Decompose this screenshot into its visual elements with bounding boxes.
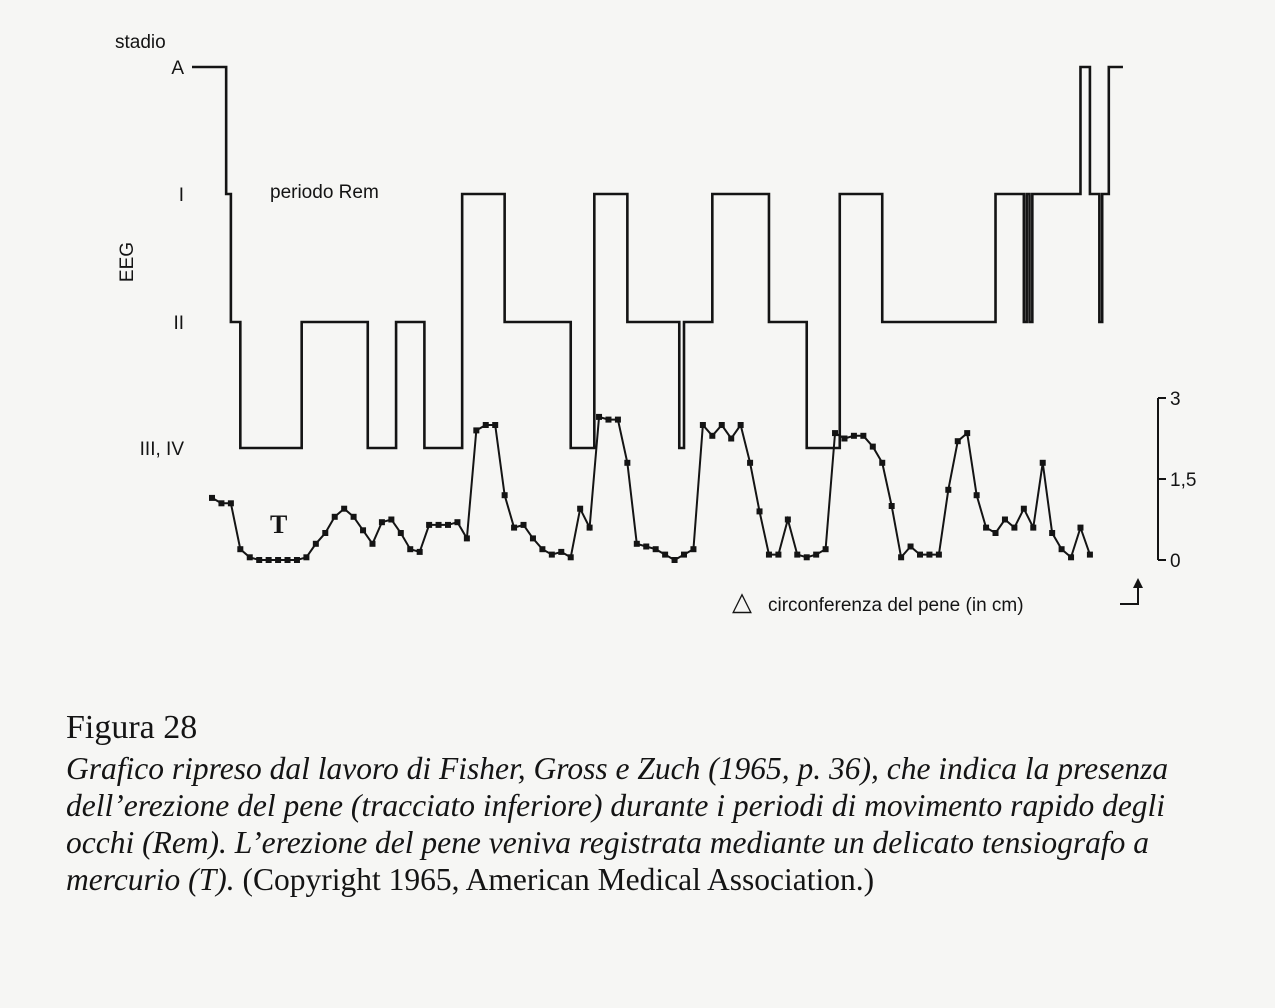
- t-point-77: [936, 552, 942, 558]
- t-point-78: [945, 487, 951, 493]
- t-point-86: [1021, 506, 1027, 512]
- figure-description: [66, 750, 1236, 898]
- t-point-4: [247, 554, 253, 560]
- t-point-2: [228, 500, 234, 506]
- t-point-17: [369, 541, 375, 547]
- t-point-53: [709, 433, 715, 439]
- eeg-step-line: [192, 67, 1123, 448]
- t-point-93: [1087, 552, 1093, 558]
- t-point-7: [275, 557, 281, 563]
- right-axis-tick-label-2: 0: [1170, 551, 1181, 572]
- t-point-73: [898, 554, 904, 560]
- t-point-91: [1068, 554, 1074, 560]
- caption-italic-part-2: ).: [216, 862, 235, 897]
- t-point-15: [351, 514, 357, 520]
- caption-small-caps: T: [198, 862, 217, 897]
- t-point-79: [955, 438, 961, 444]
- stage-label-0: A: [171, 58, 184, 79]
- t-point-88: [1040, 460, 1046, 466]
- t-point-44: [624, 460, 630, 466]
- t-point-72: [889, 503, 895, 509]
- t-point-55: [728, 436, 734, 442]
- t-point-68: [851, 433, 857, 439]
- t-point-67: [841, 436, 847, 442]
- t-point-24: [436, 522, 442, 528]
- rem-annotation: periodo Rem: [270, 182, 379, 203]
- t-point-57: [747, 460, 753, 466]
- t-point-10: [303, 554, 309, 560]
- t-point-64: [813, 552, 819, 558]
- stage-label-3: III, IV: [139, 439, 184, 460]
- t-point-46: [643, 544, 649, 550]
- t-point-59: [766, 552, 772, 558]
- eeg-axis-label: EEG: [117, 241, 138, 283]
- t-point-52: [700, 422, 706, 428]
- t-point-90: [1059, 546, 1065, 552]
- t-point-27: [464, 535, 470, 541]
- caption-copyright: (Copyright 1965, American Medical Association.): [234, 862, 875, 897]
- t-point-42: [605, 417, 611, 423]
- t-point-33: [521, 522, 527, 528]
- t-point-58: [757, 508, 763, 514]
- t-point-0: [209, 495, 215, 501]
- t-point-84: [1002, 517, 1008, 523]
- t-point-74: [908, 544, 914, 550]
- t-point-60: [775, 552, 781, 558]
- t-point-40: [587, 525, 593, 531]
- t-point-43: [615, 417, 621, 423]
- t-point-21: [407, 546, 413, 552]
- stage-labels: [140, 58, 185, 460]
- stage-label-2: II: [173, 313, 184, 334]
- t-point-36: [549, 552, 555, 558]
- t-point-16: [360, 527, 366, 533]
- t-point-62: [794, 552, 800, 558]
- right-axis-tick-label-0: 3: [1170, 389, 1181, 410]
- t-point-5: [256, 557, 262, 563]
- stage-header-label: stadio: [115, 32, 166, 53]
- t-point-35: [539, 546, 545, 552]
- t-point-89: [1049, 530, 1055, 536]
- figure-title: Figura 28: [66, 709, 198, 746]
- t-point-82: [983, 525, 989, 531]
- right-axis-tick-label-1: 1,5: [1170, 470, 1197, 491]
- t-point-76: [926, 552, 932, 558]
- t-point-45: [634, 541, 640, 547]
- t-point-28: [473, 427, 479, 433]
- t-point-20: [398, 530, 404, 536]
- t-point-11: [313, 541, 319, 547]
- t-point-25: [445, 522, 451, 528]
- t-point-50: [681, 552, 687, 558]
- t-point-75: [917, 552, 923, 558]
- t-point-61: [785, 517, 791, 523]
- t-point-65: [823, 546, 829, 552]
- t-point-66: [832, 430, 838, 436]
- t-point-1: [218, 500, 224, 506]
- t-point-30: [492, 422, 498, 428]
- t-point-31: [502, 492, 508, 498]
- t-point-71: [879, 460, 885, 466]
- t-point-81: [974, 492, 980, 498]
- t-point-32: [511, 525, 517, 531]
- t-point-23: [426, 522, 432, 528]
- t-point-14: [341, 506, 347, 512]
- t-point-34: [530, 535, 536, 541]
- t-point-37: [558, 549, 564, 555]
- t-point-56: [738, 422, 744, 428]
- t-point-19: [388, 517, 394, 523]
- t-point-80: [964, 430, 970, 436]
- t-point-9: [294, 557, 300, 563]
- t-point-29: [483, 422, 489, 428]
- t-point-6: [266, 557, 272, 563]
- t-point-39: [577, 506, 583, 512]
- t-point-70: [870, 444, 876, 450]
- t-point-13: [332, 514, 338, 520]
- t-point-48: [662, 552, 668, 558]
- t-point-69: [860, 433, 866, 439]
- t-point-26: [454, 519, 460, 525]
- t-point-8: [285, 557, 291, 563]
- t-point-3: [237, 546, 243, 552]
- t-point-47: [653, 546, 659, 552]
- t-point-85: [1011, 525, 1017, 531]
- t-point-83: [993, 530, 999, 536]
- t-point-18: [379, 519, 385, 525]
- right-axis: [1158, 389, 1196, 572]
- t-series-points: [209, 414, 1093, 563]
- t-series-label: T: [270, 510, 288, 539]
- t-point-87: [1030, 525, 1036, 531]
- caption-italic-part-1: Grafico ripreso dal lavoro di Fisher, Gross e Zuch (1965, p. 36), che indica la presenza dell’erezione del pene (tracciato inferiore) durante i periodi di movimento rapido degli occhi (Rem). L’erezione del pene veniva registrata mediante un delicato tensiografo a mercurio (: [66, 751, 1169, 897]
- t-point-51: [690, 546, 696, 552]
- t-point-54: [719, 422, 725, 428]
- t-point-63: [804, 554, 810, 560]
- right-axis-symbol: △: [732, 586, 752, 616]
- t-point-12: [322, 530, 328, 536]
- t-point-38: [568, 554, 574, 560]
- t-point-22: [417, 549, 423, 555]
- t-point-92: [1077, 525, 1083, 531]
- figure-caption: [66, 708, 1236, 898]
- t-point-49: [672, 557, 678, 563]
- right-axis-label: circonferenza del pene (in cm): [768, 595, 1024, 616]
- stage-label-1: I: [178, 185, 184, 206]
- t-point-41: [596, 414, 602, 420]
- right-axis-arrowhead: [1133, 578, 1143, 588]
